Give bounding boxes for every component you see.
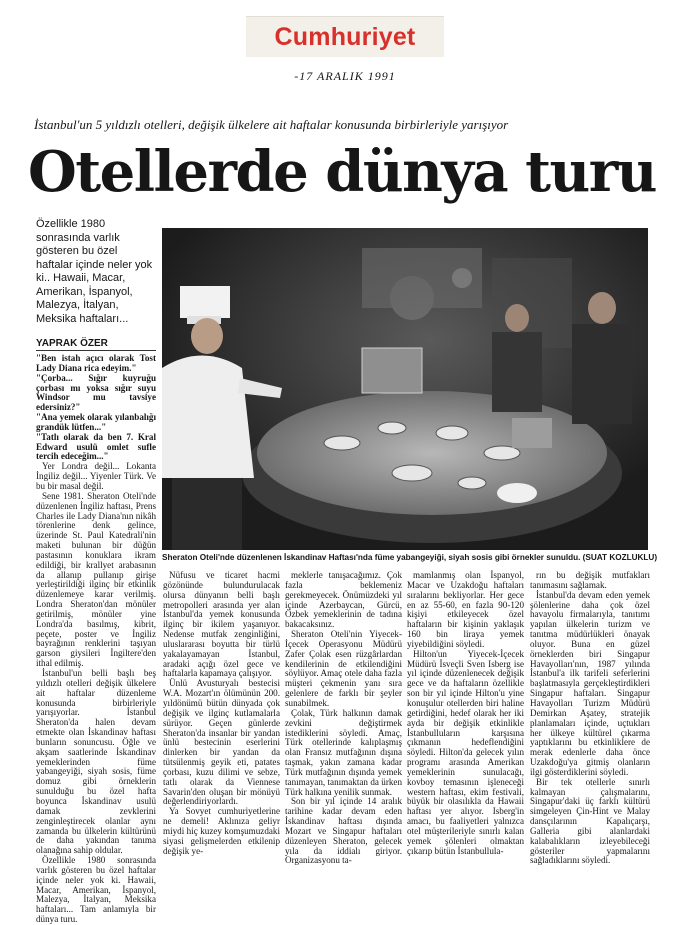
article-paragraph: Hilton'un Yiyecek-İçecek Müdürü İsveçli Sven Isberg ise yıl içinde düzenlenecek değişik gece ve da haftaların özellikle son bir yıl içinde Hilton'u yine konuşulur otellerden biri haline getirdiğini, hedef olarak her iki ayda bir değişik etkinlikle İstanbulluların karşısına çıkmanın hedeflendiğini söyledi. Hilton'da gelecek yılın programı arasında Amerikan yemeklerinin sunulacağı, kovboy temasının işleneceği western haftası, ekim festivali, büyük bir olasılıkla da Hawaii haftası yer alıyor. Isberg'in amacı, bu faaliyetleri yalnızca otel müşterileriyle sınırlı kalan yemek şölenleri olmaktan çıkarıp bütün İstanbullula- (407, 648, 524, 856)
article-column-4 (407, 571, 524, 856)
article-photo (162, 228, 648, 550)
article-paragraph: Ünlü Avusturyalı bestecisi W.A. Mozart'ın ölümünün 200. yıldönümü bütün dünyada çok değişik ve ilginç kutlamalarla sürüyor. Geçen günlerde Sheraton'da insanlar bir yandan ünlü bestecinin eserlerini dinlerken bir yandan da tütsülenmiş geyik eti, patates çorbası, kuzu dilimi ve sebze, tatlı olarak da Viennese Savarin'den oluşan bir mönüyü değerlendiriyorlardı. (163, 678, 280, 807)
article-paragraph: Çolak, Türk halkının damak zevkini değiştirmek istediklerini söyledi. Amaç, Türk otellerinde kalıplaşmış olan Fransız mutfağının dışına taşmak, yakın zamana kadar Türk mutfağının dışında yemek tanımayan, tanımaktan da ürken Türk halkına yenilik sunmak. (285, 707, 402, 797)
article-column-2 (163, 571, 280, 856)
article-paragraph: İstanbul'da devam eden yemek şölenlerine daha çok özel havayolu firmalarıyla, tanıtımı yapılan ülkelerin turizm ve tanıtma müdürlükleri önayak oluyor. Buna en güzel örneklerden biri Singapur Havayolları'nın, 1987 yılında İstanbul'a ilk tarifeli seferlerini başlatmasıyla gerçekleştirdikleri Singapur haftaları. Singapur Havayolları Turizm Müdürü Demirkan Aşatey, stratejik planlamaları içinde, uçtukları her ülkeye kültürel çıkarma yaptıklarını bu etkinliklere de merak edenlerle daha önce Uzakdoğu'ya gitmiş olanların ilgi gösterdiklerini söyledi. (530, 589, 650, 777)
article-lead: Özellikle 1980 sonrasında varlık gösteren bu özel haftalar içinde neler yok ki.. Hawaii, Macar, Amerikan, İspanyol, Malezya, İtalyan, Meksika haftaları... (36, 218, 153, 325)
article-column-3 (285, 571, 402, 866)
article-column-5 (530, 571, 650, 866)
article-paragraph: Sheraton Oteli'nin Yiyecek-İçecek Operasyonu Müdürü Zafer Çolak esen rüzgârlardan kendilerinin de etkilendiğini söylüyor. Amaç otele daha fazla müşteri çekmenin yanı sıra gelenlere de farklı bir şeyler sunabilmek. (285, 629, 402, 708)
article-headline: Otellerde dünya turu (28, 139, 656, 205)
article-paragraph: "Tatlı olarak da ben 7. Kral Edward usulü omlet sufle tercih edeceğim..." (36, 431, 156, 462)
photo-buffet-scene (162, 228, 648, 550)
publication-date: -17 ARALIK 1991 (294, 69, 396, 83)
article-paragraph: Özellikle 1980 sonrasında varlık gösteren bu özel haftalar içinde neler yok ki. Hawaii, Macar, Amerikan, İspanyol, Malezya, İtalyan, Meksika haftaları... Tam anlamıyla bir dünya turu. (36, 855, 156, 925)
article-paragraph: meklerle tanışacağımız. Çok fazla beklemeniz gerekmeyecek. Önümüzdeki yıl içinde Azerbaycan, Gürcü, Özbek yemeklerinin de tadına bakacaksınız. (285, 570, 402, 630)
article-paragraph: mamlanmış olan İspanyol, Macar ve Uzakdoğu haftaları sıralarını bekliyorlar. Her gece en az 55-60, en fazla 90-120 kişiyi etkileyecek özel haftaların bir kişinin yaklaşık 160 bin liraya yemek yiyebildiğini söyledi. (407, 570, 524, 649)
newspaper-masthead (246, 16, 444, 57)
article-paragraph: Son bir yıl içinde 14 aralık tarihine kadar devam eden İskandinav haftası dışında Mozart ve Singapur haftaları düzenleyen Sheraton, gelecek yıla da iddialı giriyor. Organizasyonu ta- (285, 796, 402, 866)
article-paragraph: Bir tek otellerle sınırlı kalmayan çalışmalarını, Singapur'daki üç farklı kültürü simgeleyen Çin-Hint ve Malay dansçılarının Kapalıçarşı, Galleria gibi alanlardaki kalabalıkların izleyebileceği gösteriler yapmalarını sağladıklarını söyledi. (530, 776, 650, 866)
article-column-1 (36, 354, 156, 925)
masthead-title: Cumhuriyet (274, 23, 416, 51)
article-paragraph: Sene 1981. Sheraton Oteli'nde düzenlenen İngiliz haftası, Prens Charles ile Lady Diana'nın nikâh törenlerine denk gelince, üzerinde St. Paul Katedrali'nin maketi bulunan bir düğün pastasının konuklara ikram edildiği, bir krallyet arabasının da allanıp pullanıp girişe yerleştirildiği ilginç bir etkinlik düzenlemeye karar verilmiş. Londra Sheraton'dan mönüler getirilmiş, mönüler yine Londra'da basılmış, kibrit, peçete, poster ve İngiliz bayrağının renklerini taşıyan garson giysileri İngiltere'den ithal edilmiş. (36, 490, 156, 669)
article-paragraph: "Ana yemek olarak yılanbalığı grandük lütfen..." (36, 412, 156, 432)
article-paragraph: "Ben istah açıcı olarak Tost Lady Diana rica edeyim." (36, 353, 156, 373)
article-paragraph: "Çorba... Sığır kuyruğu çorbası mı yoksa sığır suyu Windsor mu tavsiye edersiniz?" (36, 372, 156, 413)
article-paragraph: Nüfusu ve ticaret hacmi gözönünde bulundurulacak olursa dünyanın belli başlı metropolleri arasında yer alan İstanbul'da yemek konusunda ilginç bir ikilem yaşanıyor. Nedense mutfak zenginliğini, uluslararası boyutta bir türlü yakalayamayan İstanbul, aradaki açığı özel gece ve haftalarla kapamaya çalışıyor. (163, 570, 280, 679)
article-paragraph: İstanbul'un belli başlı beş yıldızlı otelleri değişik ülkelere ait haftalar düzenleme konusunda birbirleriyle yarışıyorlar. İstanbul Sheraton'da halen devam etmekte olan İskandinav haftası bunların sonuncusu. Öğle ve akşam saatlerinde İskandinav yemeklerinden füme yabangeyiği, siyah sosis, füme domuz gibi örneklerin sunulduğu bu özel hafta boyunca İskandinav usulü damak zevklerini zenginleştirecek olanlar aynı zamanda bu ülkelerin kültürünü de daha yakından tanıma olanağına sahip oldular. (36, 668, 156, 856)
photo-caption: Sheraton Oteli'nde düzenlenen İskandinav Haftası'nda füme yabangeyiği, siyah sosis gibi örnekler sunuldu. (SUAT KOZLUKLU) (162, 553, 658, 562)
byline-divider (36, 350, 156, 351)
article-paragraph: Yer Londra değil... Lokanta İngiliz değil... Yiyenler Türk. Ve bu bir masal değil. (36, 461, 156, 491)
article-paragraph: rın bu değişik mutfakları tanımasını sağlamak. (530, 570, 650, 590)
article-paragraph: Ya Sovyet cumhuriyetlerine ne demeli! Aklınıza geliyr miydi hiç kuzey komşumuzdaki siyasi gelişmelerden etkilenip değişik ye- (163, 806, 280, 856)
article-kicker: İstanbul'un 5 yıldızlı otelleri, değişik ülkelere ait haftalar konusunda birbirleriyle yarışıyor (34, 117, 509, 132)
article-byline: YAPRAK ÖZER (36, 338, 108, 349)
